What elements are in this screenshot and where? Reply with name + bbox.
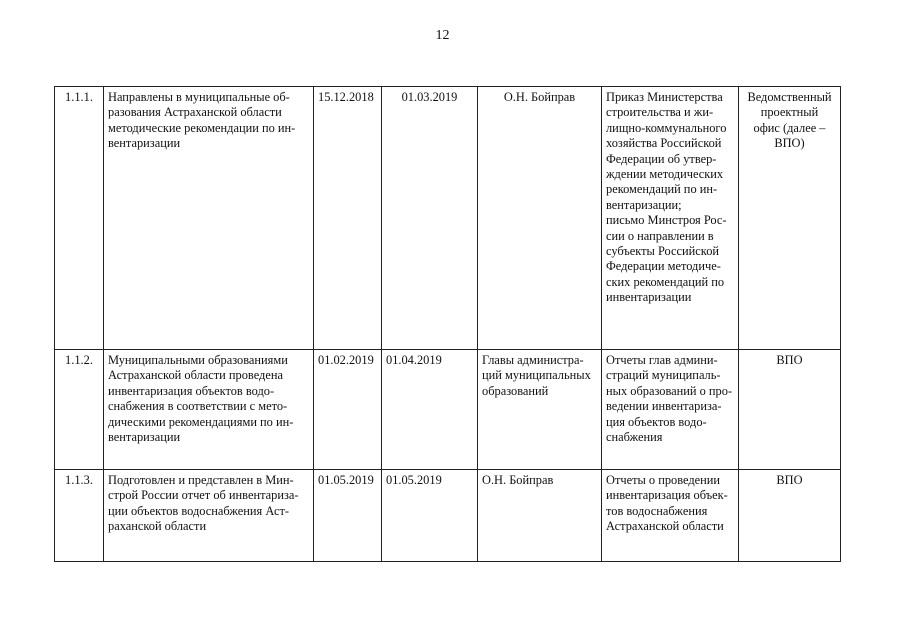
row-number-cell: 1.1.3. [55,470,104,562]
row-number-cell: 1.1.2. [55,350,104,470]
end-date-cell: 01.04.2019 [382,350,478,470]
control-cell: ВПО [739,350,841,470]
document-cell: Приказ Министерства строительства и жи- лищно-коммунального хозяйства Российской Федерации об утвер- ждении методических рекомендаций по ин- вентаризации; письмо Минстроя Рос- сии о направлении в субъекты Российской Федерации методиче- ских рекомендаций по инвентаризации [602,87,739,350]
table-row [55,350,841,470]
plan-table [54,86,841,562]
table-row [55,87,841,350]
document-cell: Отчеты глав админи- страций муниципаль- ных образований о про- ведении инвентариза- ция объектов водо- снабжения [602,350,739,470]
start-date-cell: 01.05.2019 [314,470,382,562]
responsible-cell: Главы администра- ций муниципальных образований [478,350,602,470]
responsible-cell: О.Н. Бойправ [478,87,602,350]
control-cell: ВПО [739,470,841,562]
table-row [55,470,841,562]
control-cell: Ведомственный проектный офис (далее – ВПО) [739,87,841,350]
end-date-cell: 01.05.2019 [382,470,478,562]
description-cell: Подготовлен и представлен в Мин- строй России отчет об инвентариза- ции объектов водоснабжения Аст- раханской области [104,470,314,562]
description-cell: Направлены в муниципальные об- разования Астраханской области методические рекомендации по ин- вентаризации [104,87,314,350]
description-cell: Муниципальными образованиями Астраханской области проведена инвентаризация объектов водо- снабжения в соответствии с мето- дическими рекомендациями по ин- вентаризации [104,350,314,470]
page-number: 12 [435,28,450,43]
row-number-cell: 1.1.1. [55,87,104,350]
responsible-cell: О.Н. Бойправ [478,470,602,562]
end-date-cell: 01.03.2019 [382,87,478,350]
start-date-cell: 01.02.2019 [314,350,382,470]
start-date-cell: 15.12.2018 [314,87,382,350]
document-cell: Отчеты о проведении инвентаризация объек- тов водоснабжения Астраханской области [602,470,739,562]
